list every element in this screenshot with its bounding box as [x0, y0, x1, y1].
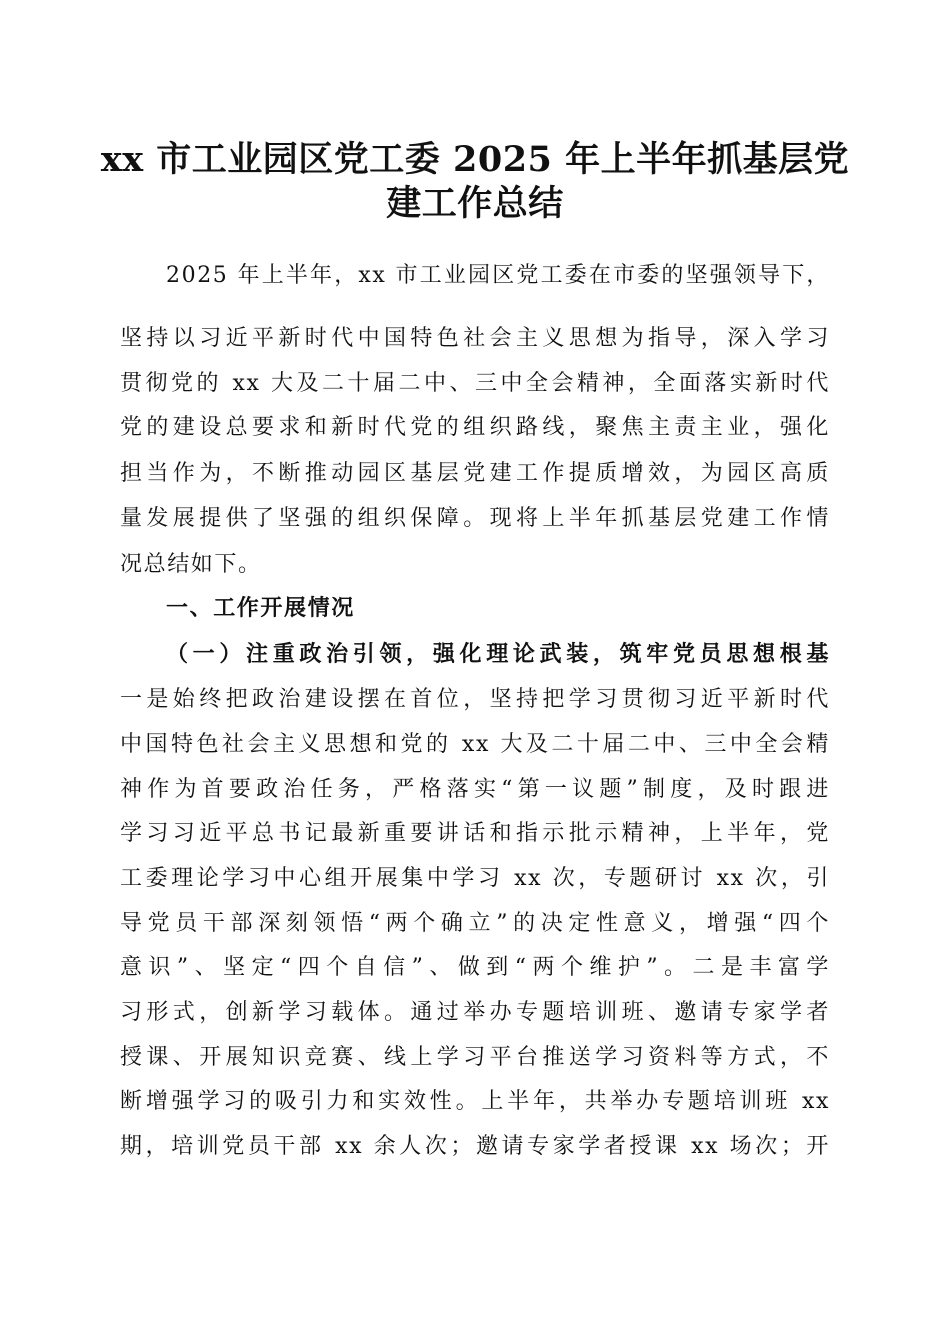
subsection-heading: （一）注重政治引领，强化理论武装，筑牢党员思想根基: [166, 642, 830, 667]
intro-paragraph-line: 贯彻党的 xx 大及二十届二中、三中全会精神，全面落实新时代: [120, 371, 830, 396]
intro-paragraph-line: 担当作为，不断推动园区基层党建工作提质增效，为园区高质: [120, 461, 830, 486]
section-heading: 一、工作开展情况: [166, 596, 355, 621]
intro-paragraph-line: 2025 年上半年，xx 市工业园区党工委在市委的坚强领导下，: [166, 263, 830, 288]
intro-paragraph-line: 量发展提供了坚强的组织保障。现将上半年抓基层党建工作情: [120, 506, 830, 531]
body-paragraph-line: 意识”、坚定“四个自信”、做到“两个维护”。二是丰富学: [120, 955, 830, 980]
body-paragraph-line: 习形式，创新学习载体。通过举办专题培训班、邀请专家学者: [120, 1000, 830, 1025]
body-paragraph-line: 期，培训党员干部 xx 余人次；邀请专家学者授课 xx 场次；开: [120, 1134, 830, 1159]
body-paragraph-line: 工委理论学习中心组开展集中学习 xx 次，专题研讨 xx 次，引: [120, 866, 830, 891]
intro-paragraph-line: 坚持以习近平新时代中国特色社会主义思想为指导，深入学习: [120, 326, 830, 351]
body-paragraph-line: 神作为首要政治任务，严格落实“第一议题”制度，及时跟进: [120, 777, 830, 802]
body-paragraph-line: 学习习近平总书记最新重要讲话和指示批示精神，上半年，党: [120, 821, 830, 846]
document-title-line-2: 建工作总结: [386, 183, 564, 224]
document-title-line-1: xx 市工业园区党工委 2025 年上半年抓基层党: [100, 139, 850, 180]
body-paragraph-line: 中国特色社会主义思想和党的 xx 大及二十届二中、三中全会精: [120, 732, 830, 757]
body-paragraph-line: 一是始终把政治建设摆在首位，坚持把学习贯彻习近平新时代: [120, 687, 830, 712]
body-paragraph-line: 授课、开展知识竞赛、线上学习平台推送学习资料等方式，不: [120, 1045, 830, 1070]
intro-paragraph-line: 党的建设总要求和新时代党的组织路线，聚焦主责主业，强化: [120, 415, 830, 440]
body-paragraph-line: 断增强学习的吸引力和实效性。上半年，共举办专题培训班 xx: [120, 1089, 830, 1114]
intro-paragraph-line: 况总结如下。: [120, 552, 262, 577]
body-paragraph-line: 导党员干部深刻领悟“两个确立”的决定性意义，增强“四个: [120, 911, 830, 936]
